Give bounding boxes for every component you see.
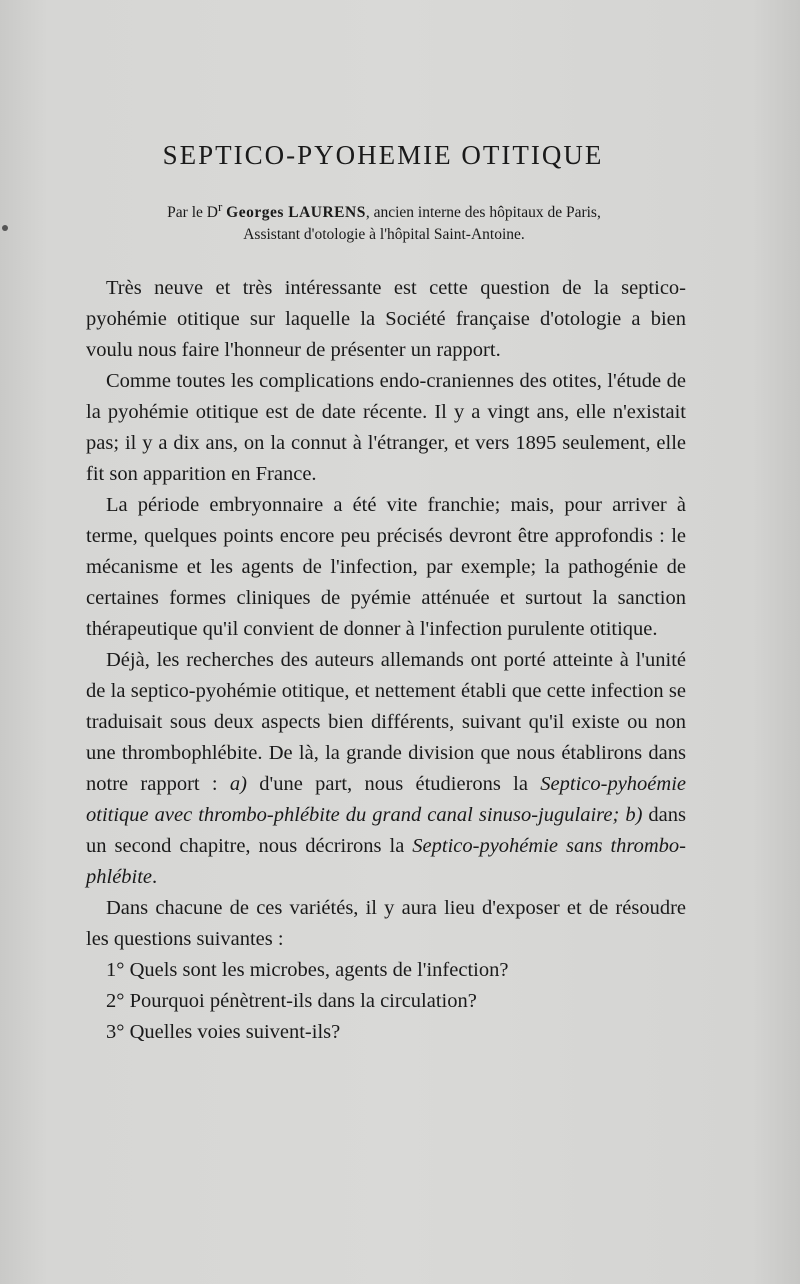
paragraph: La période embryonnaire a été vite franchie; mais, pour arriver à terme, quelques points encore peu précisés devront être approfondis : le mécanisme et les agents de l'infection, par exemple; la pathogénie de certaines formes cliniques de pyémie atténuée et surtout la sanction thérapeutique qu'il convient de donner à l'infection purulente otitique.	[86, 494, 686, 640]
label-a: a)	[229, 773, 247, 795]
article-body	[86, 273, 686, 1048]
paragraph: Très neuve et très intéressante est cette question de la septico-pyohémie otitique sur laquelle la Société française d'otologie a bien voulu nous faire l'honneur de présenter un rapport.	[86, 277, 686, 361]
paragraph: Comme toutes les complications endo-craniennes des otites, l'étude de la pyohémie otitique est de date récente. Il y a vingt ans, elle n'existait pas; il y a dix ans, on la connut à l'étranger, et vers 1895 seulement, elle fit son apparition en France.	[86, 370, 686, 485]
paragraph-text: d'une part, nous étudierons la	[247, 773, 541, 795]
author-role-2: Assistant d'otologie à l'hôpital Saint-Antoine.	[243, 226, 525, 244]
margin-mark	[2, 225, 8, 231]
paragraph-text: dans un second chapitre, nous décrirons la	[86, 804, 687, 857]
paragraph-text: Déjà, les recherches des auteurs allemands ont porté atteinte à l'unité de la septico-pyohémie otitique, et nettement établi que cette infection se traduisait sous deux aspects bien différents, suivant qu'il existe ou non une thrombophlébite. De là, la grande division que nous établirons dans notre rapport :	[86, 649, 686, 795]
paragraph-division	[86, 645, 686, 893]
article-title: SEPTICO-PYOHEMIE OTITIQUE	[162, 140, 604, 170]
italic-term: Septico-pyhoémie otitique avec thrombo-phlébite du grand canal sinuso-jugulaire; b)	[86, 773, 686, 826]
byline-line-1	[86, 196, 682, 224]
italic-term: Septico-pyohémie sans thrombo-phlébite	[86, 835, 686, 888]
author-name: Georges LAURENS	[226, 204, 366, 222]
list-item: 1° Quels sont les microbes, agents de l'infection?	[106, 959, 509, 981]
author-byline	[86, 196, 682, 246]
paragraph: Dans chacune de ces variétés, il y aura lieu d'exposer et de résoudre les questions suivantes :	[86, 897, 686, 950]
author-role-1: , ancien interne des hôpitaux de Paris,	[365, 204, 601, 222]
byline-sup: r	[217, 199, 223, 214]
paragraph-text: .	[152, 866, 158, 888]
question-list	[86, 955, 686, 1048]
list-item: 2° Pourquoi pénètrent-ils dans la circulation?	[106, 990, 477, 1012]
list-item: 3° Quelles voies suivent-ils?	[106, 1021, 341, 1043]
byline-prefix: Par le D	[167, 204, 218, 222]
